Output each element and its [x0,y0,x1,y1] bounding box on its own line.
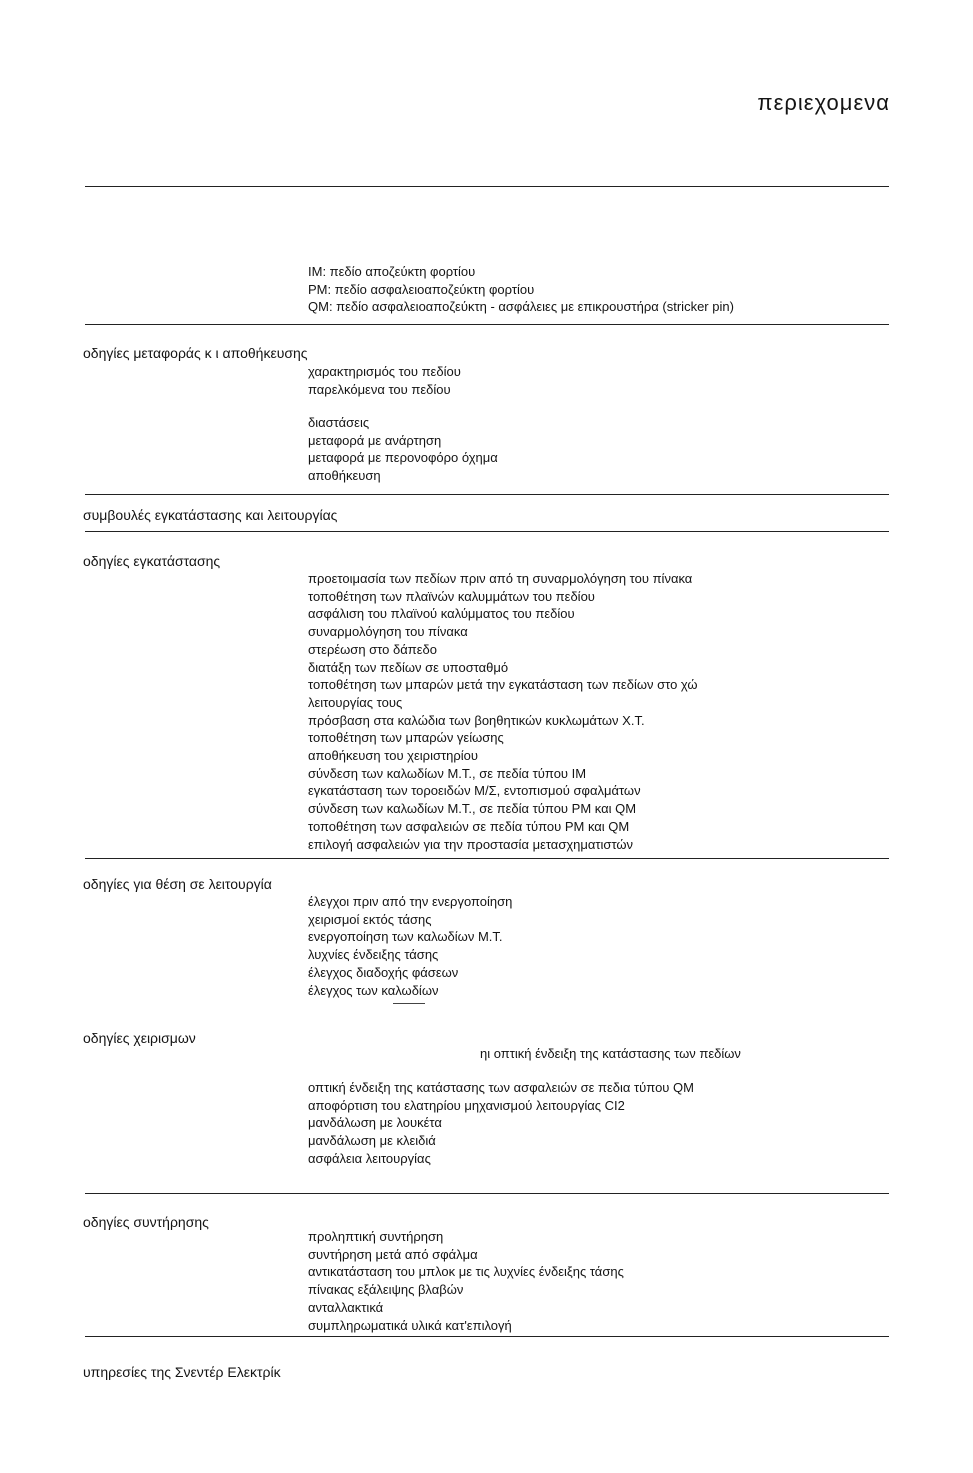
transport-list-2 [308,414,498,485]
commissioning-list [308,893,512,999]
list-item: τοποθέτηση των μπαρών μετά την εγκατάσταση των πεδίων στο χώ [308,677,698,693]
list-item: τοποθέτηση των πλαϊνών καλυμμάτων του πεδίου [308,588,595,604]
list-item: μεταφορά με ανάρτηση [308,432,442,448]
list-item: PM: πεδίο ασφαλειοαποζεύκτη φορτίου [308,281,535,297]
list-item: εγκατάσταση των τοροειδών Μ/Σ, εντοπισμού σφαλμάτων [308,783,641,799]
section-title-commissioning: οδηγίες για θέση σε λειτουργία [83,876,272,892]
list-item: ηι οπτική ένδειξη της κατάστασης των πεδίων [480,1046,741,1061]
divider [85,858,889,859]
list-item: διατάξη των πεδίων σε υποσταθμό [308,659,509,675]
section-title-maintenance: οδηγίες συντήρησης [83,1214,209,1230]
section-title-installation: οδηγίες εγκατάστασης [83,553,221,569]
list-item: αποθήκευση του χειριστηρίου [308,748,478,764]
list-item: IM: πεδίο αποζεύκτη φορτίου [308,264,476,279]
list-item: συμπληρωματικά υλικά κατ'επιλογή [308,1317,512,1333]
list-item: οπτική ένδειξη της κατάστασης των ασφαλειών σε πεδια τύπου QM [308,1080,694,1095]
list-item: συντήρηση μετά από σφάλμα [308,1246,478,1262]
divider [85,531,889,532]
divider [85,186,889,187]
list-item: ανταλλακτικά [308,1299,384,1315]
section-title-services: υπηρεσίες της Σνεντέρ Ελεκτρίκ [83,1364,281,1380]
divider [85,324,889,325]
list-item: αποφόρτιση του ελατηρίου μηχανισμού λειτουργίας CI2 [308,1097,625,1113]
list-item: επιλογή ασφαλειών για την προστασία μετασχηματιστών [308,836,634,852]
list-item: χειρισμοί εκτός τάσης [308,911,432,927]
list-item: σύνδεση των καλωδίων Μ.Τ., σε πεδία τύπου PM και QM [308,801,637,817]
list-item: μεταφορά με περονοφόρο όχημα [308,450,498,466]
list-item: έλεγχος διαδοχής φάσεων [308,964,459,980]
list-item: ασφάλεια λειτουργίας [308,1150,431,1166]
list-item: τοποθέτηση των μπαρών γείωσης [308,730,504,746]
section-title-advice: συμβουλές εγκατάστασης και λειτουργίας [83,507,338,523]
list-item: χαρακτηρισμός του πεδίου [308,364,461,379]
maintenance-list [308,1228,624,1334]
list-item: λυχνίες ένδειξης τάσης [308,947,439,963]
list-item: λειτουργίας τους [308,694,403,710]
list-item: διαστάσεις [308,415,370,430]
divider [85,1336,889,1337]
installation-list [308,570,698,853]
list-item: ενεργοποίηση των καλωδίων Μ.Τ. [308,929,503,945]
list-item: στερέωση στο δάπεδο [308,641,437,657]
list-item: προληπτική συντήρηση [308,1229,444,1244]
list-item: έλεγχος των καλωδίων [308,982,439,998]
section-title-operation: οδηγίες χειρισμων [83,1030,196,1046]
transport-list [308,363,461,398]
section-title-transport: οδηγίες μεταφοράς κ ι αποθήκευσης [83,345,308,361]
field-types-list [308,263,734,316]
list-item: πρόσβαση στα καλώδια των βοηθητικών κυκλωμάτων Χ.Τ. [308,712,645,728]
divider-stub [393,1003,425,1004]
list-item: συναρμολόγηση του πίνακα [308,624,468,640]
divider [85,494,889,495]
list-item: προετοιμασία των πεδίων πριν από τη συναρμολόγηση του πίνακα [308,571,693,586]
page-title: περιεχομενα [757,90,890,115]
list-item: σύνδεση των καλωδίων Μ.Τ., σε πεδία τύπου IM [308,765,587,781]
list-item: αποθήκευση [308,468,381,484]
list-item: QM: πεδίο ασφαλειοαποζεύκτη - ασφάλειες με επικρουστήρα (stricker pin) [308,299,734,315]
list-item: παρελκόμενα του πεδίου [308,381,451,397]
list-item: αντικατάσταση του μπλοκ με τις λυχνίες ένδειξης τάσης [308,1264,624,1280]
list-item: έλεγχοι πριν από την ενεργοποίηση [308,894,513,909]
operation-list [308,1079,694,1168]
list-item: πίνακας εξάλειψης βλαβών [308,1282,464,1298]
list-item: μανδάλωση με λουκέτα [308,1115,442,1131]
list-item: τοποθέτηση των ασφαλειών σε πεδία τύπου PM και QM [308,818,630,834]
divider [85,1193,889,1194]
list-item: ασφάλιση του πλαϊνού καλύμματος του πεδίου [308,606,575,622]
list-item: μανδάλωση με κλειδιά [308,1133,436,1149]
